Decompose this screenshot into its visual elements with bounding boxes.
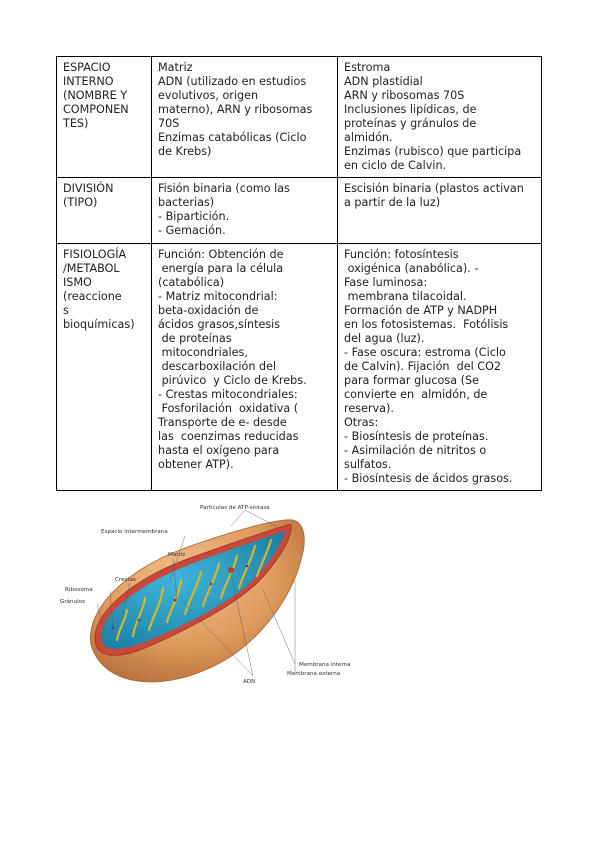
label-atp-synthase: Partículas de ATP-sintasa bbox=[200, 505, 270, 511]
cell-line: Formación de ATP y NADPH bbox=[344, 304, 498, 317]
cell-line: Función: Obtención de bbox=[158, 248, 284, 261]
granule bbox=[246, 565, 249, 568]
cell-line: Inclusiones lipídicas, de bbox=[344, 103, 477, 116]
chloroplast-cell bbox=[338, 178, 542, 244]
cell-line: obtener ATP). bbox=[158, 458, 234, 471]
cell-line: - Matriz mitocondrial: bbox=[158, 290, 278, 303]
table-row bbox=[57, 244, 542, 491]
table-row bbox=[57, 57, 542, 178]
cell-line: de Calvin). Fijación del CO2 bbox=[344, 360, 501, 373]
comparison-table bbox=[56, 56, 542, 491]
mitochondrion-illustration bbox=[55, 500, 375, 700]
cell-line: TES) bbox=[63, 117, 89, 130]
cell-line: bacterias) bbox=[158, 196, 215, 209]
cell-line: Otras: bbox=[344, 416, 379, 429]
table-row bbox=[57, 178, 542, 244]
cell-line: Función: fotosíntesis bbox=[344, 248, 459, 261]
cell-line: Fase luminosa: bbox=[344, 276, 428, 289]
label-cristae: Crestas bbox=[115, 577, 136, 583]
cell-line: sulfatos. bbox=[344, 458, 392, 471]
mitochondria-cell bbox=[152, 244, 338, 491]
cell-line: en ciclo de Calvin. bbox=[344, 159, 447, 172]
cell-line: oxigénica (anabólica). - bbox=[344, 262, 479, 275]
cell-line: materno), ARN y ribosomas bbox=[158, 103, 313, 116]
cell-line: - Gemación. bbox=[158, 224, 226, 237]
cell-line: (TIPO) bbox=[63, 196, 98, 209]
cell-line: ácidos grasos,síntesis bbox=[158, 318, 281, 331]
cell-line: - Biosíntesis de proteínas. bbox=[344, 430, 489, 443]
cell-line: beta-oxidación de bbox=[158, 304, 259, 317]
cell-line: para formar glucosa (Se bbox=[344, 374, 479, 387]
row-label-cell bbox=[57, 57, 152, 178]
cell-line: proteínas y gránulos de bbox=[344, 117, 477, 130]
cell-line: - Bipartición. bbox=[158, 210, 230, 223]
mitochondria-cell bbox=[152, 57, 338, 178]
chloroplast-cell bbox=[338, 57, 542, 178]
cell-line: (reaccione bbox=[63, 290, 122, 303]
cell-line: ESPACIO bbox=[63, 61, 111, 74]
chloroplast-cell bbox=[338, 244, 542, 491]
cell-line: (catabólica) bbox=[158, 276, 225, 289]
cell-line: COMPONEN bbox=[63, 103, 129, 116]
cell-line: mitocondriales, bbox=[158, 346, 248, 359]
cell-line: Enzimas catabólicas (Ciclo bbox=[158, 131, 307, 144]
cell-line: - Asimilación de nitritos o bbox=[344, 444, 487, 457]
cell-line: en los fotosistemas. Fotólisis bbox=[344, 318, 509, 331]
cell-line: Estroma bbox=[344, 61, 391, 74]
cell-line: s bbox=[63, 304, 69, 317]
cell-line: evolutivos, origen bbox=[158, 89, 259, 102]
cell-line: de proteínas bbox=[158, 332, 232, 345]
cell-line: Transporte de e- desde bbox=[158, 416, 287, 429]
cell-line: ADN plastidial bbox=[344, 75, 423, 88]
cell-line: membrana tilacoidal. bbox=[344, 290, 467, 303]
cell-line: INTERNO bbox=[63, 75, 114, 88]
label-inner-membrane: Membrana interna bbox=[299, 662, 351, 668]
cell-line: Enzimas (rubisco) que participa bbox=[344, 145, 522, 158]
cell-line: descarboxilación del bbox=[158, 360, 277, 373]
mitochondria-cell bbox=[152, 178, 338, 244]
label-outer-membrane: Membrana externa bbox=[287, 671, 341, 677]
cell-line: pirúvico y Ciclo de Krebs. bbox=[158, 374, 307, 387]
label-ribosome: Ribosoma bbox=[65, 587, 93, 593]
cell-line: hasta el oxígeno para bbox=[158, 444, 280, 457]
granule bbox=[174, 599, 177, 602]
row-label-cell bbox=[57, 244, 152, 491]
cell-line: (NOMBRE Y bbox=[63, 89, 128, 102]
cell-line: ISMO bbox=[63, 276, 92, 289]
cell-line: Fisión binaria (como las bbox=[158, 182, 290, 195]
row-label-cell bbox=[57, 178, 152, 244]
cell-line: /METABOL bbox=[63, 262, 120, 275]
cell-line: almidón. bbox=[344, 131, 393, 144]
cell-line: 70S bbox=[158, 117, 180, 130]
granule bbox=[210, 583, 213, 586]
label-granules: Gránulos bbox=[60, 599, 86, 605]
cell-line: ARN y ribosomas 70S bbox=[344, 89, 465, 102]
dna-granule bbox=[228, 567, 234, 573]
label-intermembrane: Espacio intermembrana bbox=[101, 529, 168, 535]
cell-line: - Fase oscura: estroma (Ciclo bbox=[344, 346, 506, 359]
granule bbox=[138, 619, 141, 622]
cell-line: a partir de la luz) bbox=[344, 196, 441, 209]
cell-line: Fosforilación oxidativa ( bbox=[158, 402, 299, 415]
label-matrix: Matriz bbox=[168, 552, 186, 558]
cell-line: reserva). bbox=[344, 402, 394, 415]
cell-line: DIVISIÓN bbox=[63, 182, 114, 195]
cell-line: Matriz bbox=[158, 61, 193, 74]
cell-line: las coenzimas reducidas bbox=[158, 430, 299, 443]
cell-line: convierte en almidón, de bbox=[344, 388, 488, 401]
cell-line: del agua (luz). bbox=[344, 332, 425, 345]
mitochondrion-diagram bbox=[55, 500, 375, 700]
cell-line: - Biosíntesis de ácidos grasos. bbox=[344, 472, 513, 485]
label-dna: ADN bbox=[243, 679, 256, 685]
leader-line bbox=[231, 510, 245, 526]
cell-line: ADN (utilizado en estudios bbox=[158, 75, 307, 88]
cell-line: - Crestas mitocondriales: bbox=[158, 388, 298, 401]
cell-line: Escisión binaria (plastos activan bbox=[344, 182, 524, 195]
cell-line: FISIOLOGÍA bbox=[63, 248, 127, 261]
cell-line: bioquímicas) bbox=[63, 318, 135, 331]
cell-line: energía para la célula bbox=[158, 262, 284, 275]
cell-line: de Krebs) bbox=[158, 145, 212, 158]
